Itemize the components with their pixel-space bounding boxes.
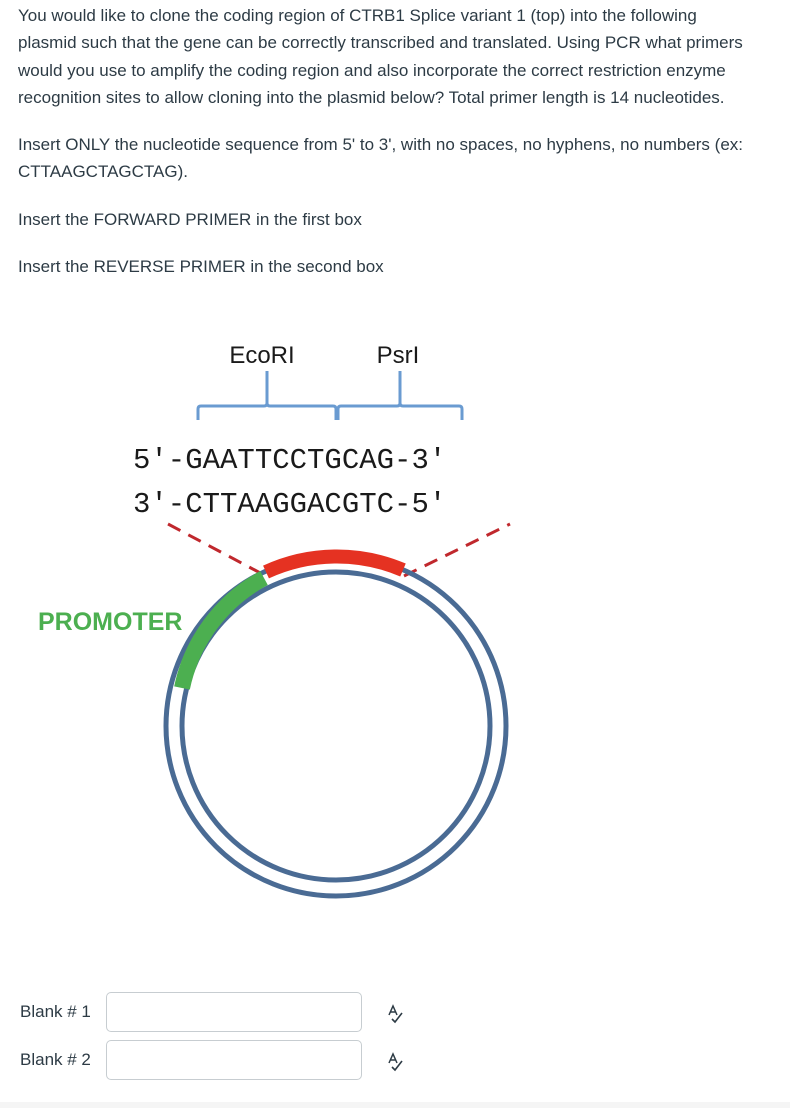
psri-bracket xyxy=(338,371,462,420)
promoter-label: PROMOTER xyxy=(38,608,183,636)
spellcheck-icon[interactable] xyxy=(386,1004,404,1024)
bottom-strand-sequence: 3′-CTTAAGGACGTC-5′ xyxy=(133,488,447,521)
psri-label: PsrI xyxy=(376,342,420,369)
forward-primer-input[interactable] xyxy=(106,992,362,1032)
left-dashed-line xyxy=(168,524,266,576)
plasmid-inner-ring xyxy=(182,572,490,880)
blank-row-2 xyxy=(20,1040,362,1080)
question-paragraph: You would like to clone the coding region of CTRB1 Splice variant 1 (top) into the following plasmid such that the gene can be correctly transcribed and translated. Using PCR what primers would you use to amplify the coding region and also incorporate the correct restriction enzyme recognition sites to allow cloning into the plasmid below? Total primer length is 14 nucleotides. xyxy=(18,6,743,107)
instructions-paragraph: Insert ONLY the nucleotide sequence from 5' to 3', with no spaces, no hyphens, no numbers (ex: CTTAAGCTAGCTAG). xyxy=(18,135,743,182)
reverse-primer-instruction: Insert the REVERSE PRIMER in the second box xyxy=(18,257,384,277)
plasmid-diagram xyxy=(0,320,790,920)
question-text xyxy=(18,2,758,280)
right-dashed-line xyxy=(404,524,510,576)
blank-1-label: Blank # 1 xyxy=(20,1002,91,1021)
blank-2-label: Blank # 2 xyxy=(20,1050,91,1069)
reverse-primer-input[interactable] xyxy=(106,1040,362,1080)
spellcheck-icon[interactable] xyxy=(386,1052,404,1072)
ecori-bracket xyxy=(198,371,336,420)
blank-row-1 xyxy=(20,992,362,1032)
ecori-label: EcoRI xyxy=(229,342,295,369)
top-strand-sequence: 5′-GAATTCCTGCAG-3′ xyxy=(133,444,447,477)
forward-primer-instruction: Insert the FORWARD PRIMER in the first box xyxy=(18,209,362,229)
footer-strip xyxy=(0,1102,790,1108)
